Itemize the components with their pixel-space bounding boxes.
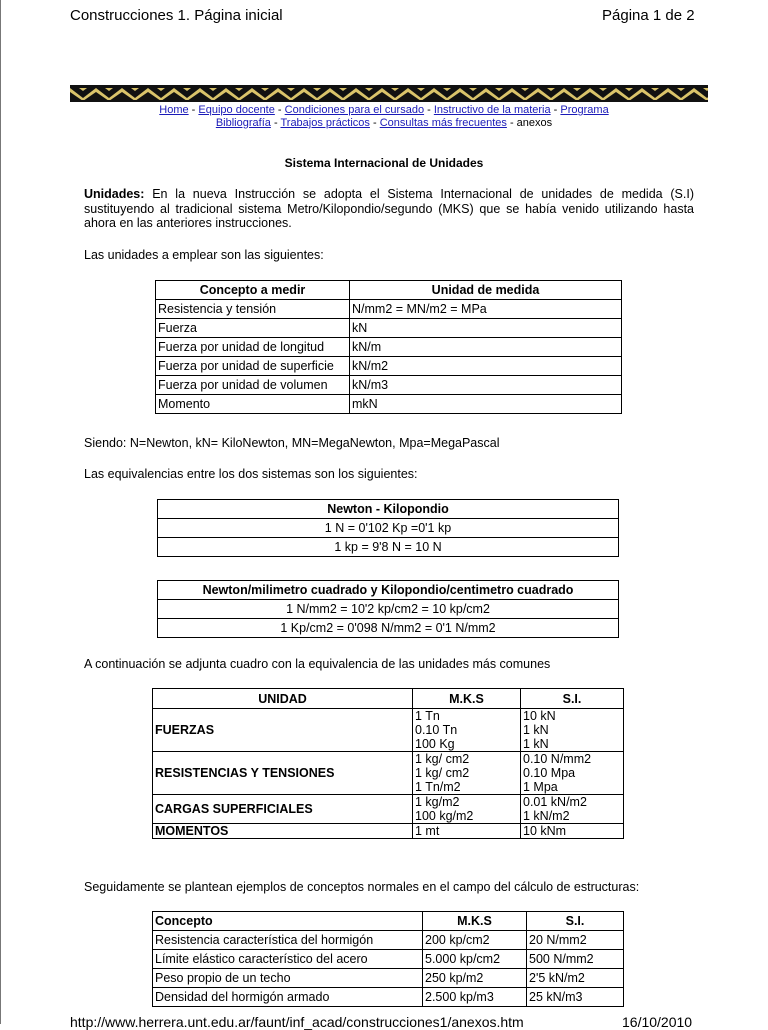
table-cell: Fuerza (156, 319, 350, 338)
table-row (156, 338, 622, 357)
common-units-table (152, 688, 624, 839)
value-line: 1 kN (523, 737, 549, 751)
pressure-units-table (157, 580, 619, 638)
table-cell: 20 N/mm2 (527, 931, 624, 950)
column-header: Newton - Kilopondio (158, 500, 619, 519)
table-cell: 2.500 kp/m3 (423, 988, 527, 1007)
table-header-row (158, 581, 619, 600)
mks-cell (413, 752, 521, 795)
units-intro: Las unidades a emplear son las siguientes: (84, 248, 324, 262)
nav-sep: - (550, 104, 561, 116)
siendo-paragraph: Siendo: N=Newton, kN= KiloNewton, MN=MegaNewton, Mpa=MegaPascal (84, 436, 500, 450)
table-cell: 1 N/mm2 = 10'2 kp/cm2 = 10 kp/cm2 (158, 600, 619, 619)
table-cell: Límite elástico característico del acero (153, 950, 423, 969)
value-line: 1 kg/m2 (415, 795, 460, 809)
value-line: 0.10 Mpa (523, 766, 576, 780)
table-cell: 250 kp/m2 (423, 969, 527, 988)
table-row (153, 988, 624, 1007)
header-title: Construcciones 1. Página inicial (70, 7, 283, 24)
table-header-row (158, 500, 619, 519)
nav-sep: - (274, 104, 285, 116)
column-header: Concepto (153, 912, 423, 931)
footer-url: http://www.herrera.unt.edu.ar/faunt/inf_acad/construcciones1/anexos.htm (70, 1014, 524, 1030)
page-left-border (0, 0, 1, 1024)
table-row (158, 538, 619, 557)
value-line: 1 Mpa (523, 780, 558, 794)
table-row (156, 395, 622, 414)
nav-row-2 (0, 116, 768, 130)
mks-cell (413, 709, 521, 752)
table-cell: 500 N/mm2 (527, 950, 624, 969)
nav-link-bibliografia[interactable]: Bibliografía (215, 117, 271, 129)
nav-row-1 (0, 103, 768, 117)
si-cell (521, 824, 624, 839)
table-row (153, 969, 624, 988)
table-cell: Momento (156, 395, 350, 414)
table-row (153, 824, 624, 839)
examples-table (152, 911, 624, 1007)
table-row (158, 619, 619, 638)
cuadro-paragraph: A continuación se adjunta cuadro con la equivalencia de las unidades más comunes (84, 657, 551, 671)
units-table (155, 280, 622, 414)
table-cell: Peso propio de un techo (153, 969, 423, 988)
nav-link-condiciones[interactable]: Condiciones para el cursado (284, 104, 425, 116)
unit-cell: FUERZAS (153, 709, 413, 752)
value-line: 1 kN/m2 (523, 809, 570, 823)
mks-cell (413, 795, 521, 824)
table-cell: Resistencia y tensión (156, 300, 350, 319)
intro-paragraph (84, 187, 694, 231)
value-line: 1 kg/ cm2 (415, 766, 470, 780)
table-row (153, 950, 624, 969)
nav-anexos: - anexos (506, 117, 553, 129)
page-title: Sistema Internacional de Unidades (284, 156, 484, 170)
value-line: 1 kN (523, 723, 549, 737)
table-cell: kN/m (350, 338, 622, 357)
value-line: 1 kg/ cm2 (415, 752, 470, 766)
ejemplos-paragraph: Seguidamente se plantean ejemplos de conceptos normales en el campo del cálculo de estructuras: (84, 880, 640, 894)
table-row (153, 752, 624, 795)
table-cell: 25 kN/m3 (527, 988, 624, 1007)
nav-sep: - (188, 104, 199, 116)
nav-link-home[interactable]: Home (159, 104, 189, 116)
unit-cell: RESISTENCIAS Y TENSIONES (153, 752, 413, 795)
table-header-row (153, 689, 624, 709)
unit-cell: MOMENTOS (153, 824, 413, 839)
unit-cell: CARGAS SUPERFICIALES (153, 795, 413, 824)
column-header: S.I. (521, 689, 624, 709)
table-cell: 1 kp = 9'8 N = 10 N (158, 538, 619, 557)
column-header: Newton/milimetro cuadrado y Kilopondio/centimetro cuadrado (158, 581, 619, 600)
table-cell: 1 N = 0'102 Kp =0'1 kp (158, 519, 619, 538)
table-cell: Fuerza por unidad de superficie (156, 357, 350, 376)
header-page-count: Página 1 de 2 (602, 7, 695, 24)
value-line: 1 mt (415, 824, 440, 838)
value-line: 0.01 kN/m2 (523, 795, 587, 809)
nav-sep: - (424, 104, 434, 116)
table-row (156, 319, 622, 338)
table-row (158, 519, 619, 538)
value-line: 10 kN (523, 709, 556, 723)
column-header: Concepto a medir (156, 281, 350, 300)
table-row (156, 300, 622, 319)
table-cell: kN/m2 (350, 357, 622, 376)
value-line: 100 Kg (415, 737, 455, 751)
column-header: S.I. (527, 912, 624, 931)
table-row (158, 600, 619, 619)
table-cell: 2'5 kN/m2 (527, 969, 624, 988)
nav-link-programa[interactable]: Programa (560, 104, 609, 116)
table-cell: mkN (350, 395, 622, 414)
column-header: Unidad de medida (350, 281, 622, 300)
column-header: M.K.S (413, 689, 521, 709)
nav-sep: - (369, 117, 380, 129)
newton-kilopondio-table (157, 499, 619, 557)
si-cell (521, 709, 624, 752)
table-cell: Densidad del hormigón armado (153, 988, 423, 1007)
table-row (156, 357, 622, 376)
decorative-banner (70, 85, 708, 102)
table-row (153, 795, 624, 824)
intro-label: Unidades: (84, 187, 145, 201)
table-cell: Resistencia característica del hormigón (153, 931, 423, 950)
equivalencias-paragraph: Las equivalencias entre los dos sistemas son los siguientes: (84, 467, 418, 481)
column-header: M.K.S (423, 912, 527, 931)
nav-link-consultas[interactable]: Consultas más frecuentes (379, 117, 507, 129)
table-cell: kN (350, 319, 622, 338)
nav-sep: - (270, 117, 281, 129)
nav-link-instructivo[interactable]: Instructivo de la materia (433, 104, 551, 116)
table-cell: Fuerza por unidad de volumen (156, 376, 350, 395)
mks-cell (413, 824, 521, 839)
value-line: 10 kNm (523, 824, 567, 838)
value-line: 0.10 N/mm2 (523, 752, 592, 766)
nav-link-equipo-docente[interactable]: Equipo docente (198, 104, 275, 116)
table-cell: 200 kp/cm2 (423, 931, 527, 950)
table-row (153, 709, 624, 752)
table-row (156, 376, 622, 395)
intro-text: En la nueva Instrucción se adopta el Sistema Internacional de unidades de medida (S.I) sustituyendo al tradicional sistema Metro/Kilopondio/segundo (MKS) que se había venido utilizando hasta ahora en las anteriores instrucciones. (84, 187, 694, 230)
table-cell: Fuerza por unidad de longitud (156, 338, 350, 357)
column-header: UNIDAD (153, 689, 413, 709)
value-line: 1 Tn/m2 (415, 780, 461, 794)
nav-link-trabajos[interactable]: Trabajos prácticos (280, 117, 370, 129)
table-header-row (156, 281, 622, 300)
table-header-row (153, 912, 624, 931)
footer-date: 16/10/2010 (622, 1014, 693, 1030)
value-line: 1 Tn (415, 709, 440, 723)
table-cell: N/mm2 = MN/m2 = MPa (350, 300, 622, 319)
si-cell (521, 752, 624, 795)
table-cell: 5.000 kp/cm2 (423, 950, 527, 969)
value-line: 100 kg/m2 (415, 809, 474, 823)
si-cell (521, 795, 624, 824)
value-line: 0.10 Tn (415, 723, 458, 737)
table-cell: kN/m3 (350, 376, 622, 395)
table-row (153, 931, 624, 950)
table-cell: 1 Kp/cm2 = 0'098 N/mm2 = 0'1 N/mm2 (158, 619, 619, 638)
